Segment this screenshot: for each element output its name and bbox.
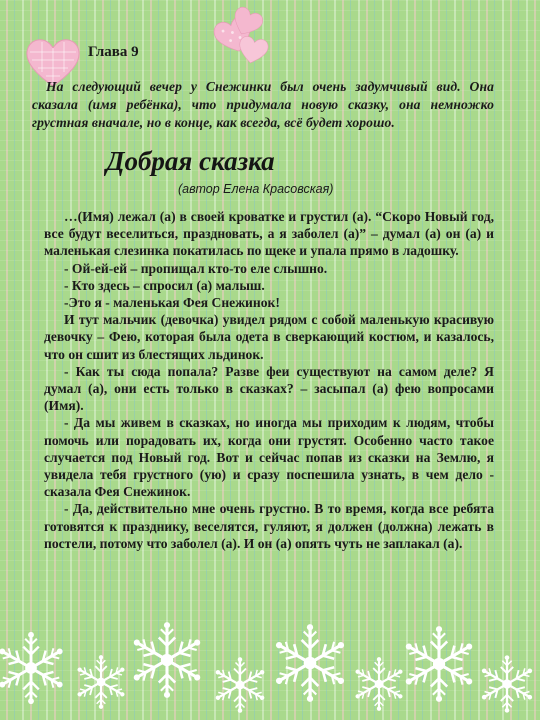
intro-paragraph: На следующий вечер у Снежинки был очень задумчивый вид. Она сказала (имя ребёнка), что придумала новую сказку, она немножко грустная вначале, но в конце, как всегда, всё будет хорошо. xyxy=(32,79,494,130)
snowflake-icon xyxy=(0,629,70,707)
story-author: (автор Елена Красовская) xyxy=(178,182,334,196)
story-paragraph: - Ой-ей-ей – пропищал кто-то еле слышно. xyxy=(64,260,328,276)
story-title: Добрая сказка xyxy=(106,146,275,176)
story-paragraph: …(Имя) лежал (а) в своей кроватке и грустил (а). “Скоро Новый год, все будут веселиться, праздновать, а я заболел (а)” – думал (а) он (а) и маленькая слезинка покатилась по щеке и упала прямо в ладошку. xyxy=(44,209,494,259)
snowflake-icon xyxy=(268,621,352,705)
snowflake-icon xyxy=(72,653,130,711)
snowflake-icon xyxy=(210,655,270,715)
story-paragraph: - Кто здесь – спросил (а) малыш. xyxy=(64,277,265,293)
story-paragraph: - Как ты сюда попала? Разве феи существуют на самом деле? Я думал (а), они есть только в сказках? – засыпал (а) фею вопросами (Имя). xyxy=(44,363,494,414)
story-body xyxy=(44,208,494,552)
story-paragraph: -Это я - маленькая Фея Снежинок! xyxy=(64,295,280,311)
story-paragraph: - Да мы живем в сказках, но иногда мы приходим к людям, чтобы помочь или порадовать их, когда они грустят. Особенно часто такое случается под Новый год. Вот и сейчас попав из сказки на Землю, я увидела тебя грустного (ую) и сразу поспешила узнать, в чем дело - сказала Фея Снежинок. xyxy=(44,415,494,500)
snowflake-icon xyxy=(476,653,538,715)
snowflake-icon xyxy=(398,623,480,705)
story-paragraph: И тут мальчик (девочка) увидел рядом с собой маленькую красивую девочку – Фею, которая была одета в сверкающий костюм, и казалось, что он сшит из блестящих льдинок. xyxy=(44,312,494,362)
snowflake-icon xyxy=(126,619,208,701)
snowflake-border xyxy=(0,615,540,720)
story-paragraph: - Да, действительно мне очень грустно. В то время, когда все ребята готовятся к празднику, веселятся, гуляют, я должен (должна) лежать в постели, потому что заболел (а). И он (а) опять чуть не заплакал (а). xyxy=(44,501,494,551)
chapter-title: Глава 9 xyxy=(88,44,139,60)
